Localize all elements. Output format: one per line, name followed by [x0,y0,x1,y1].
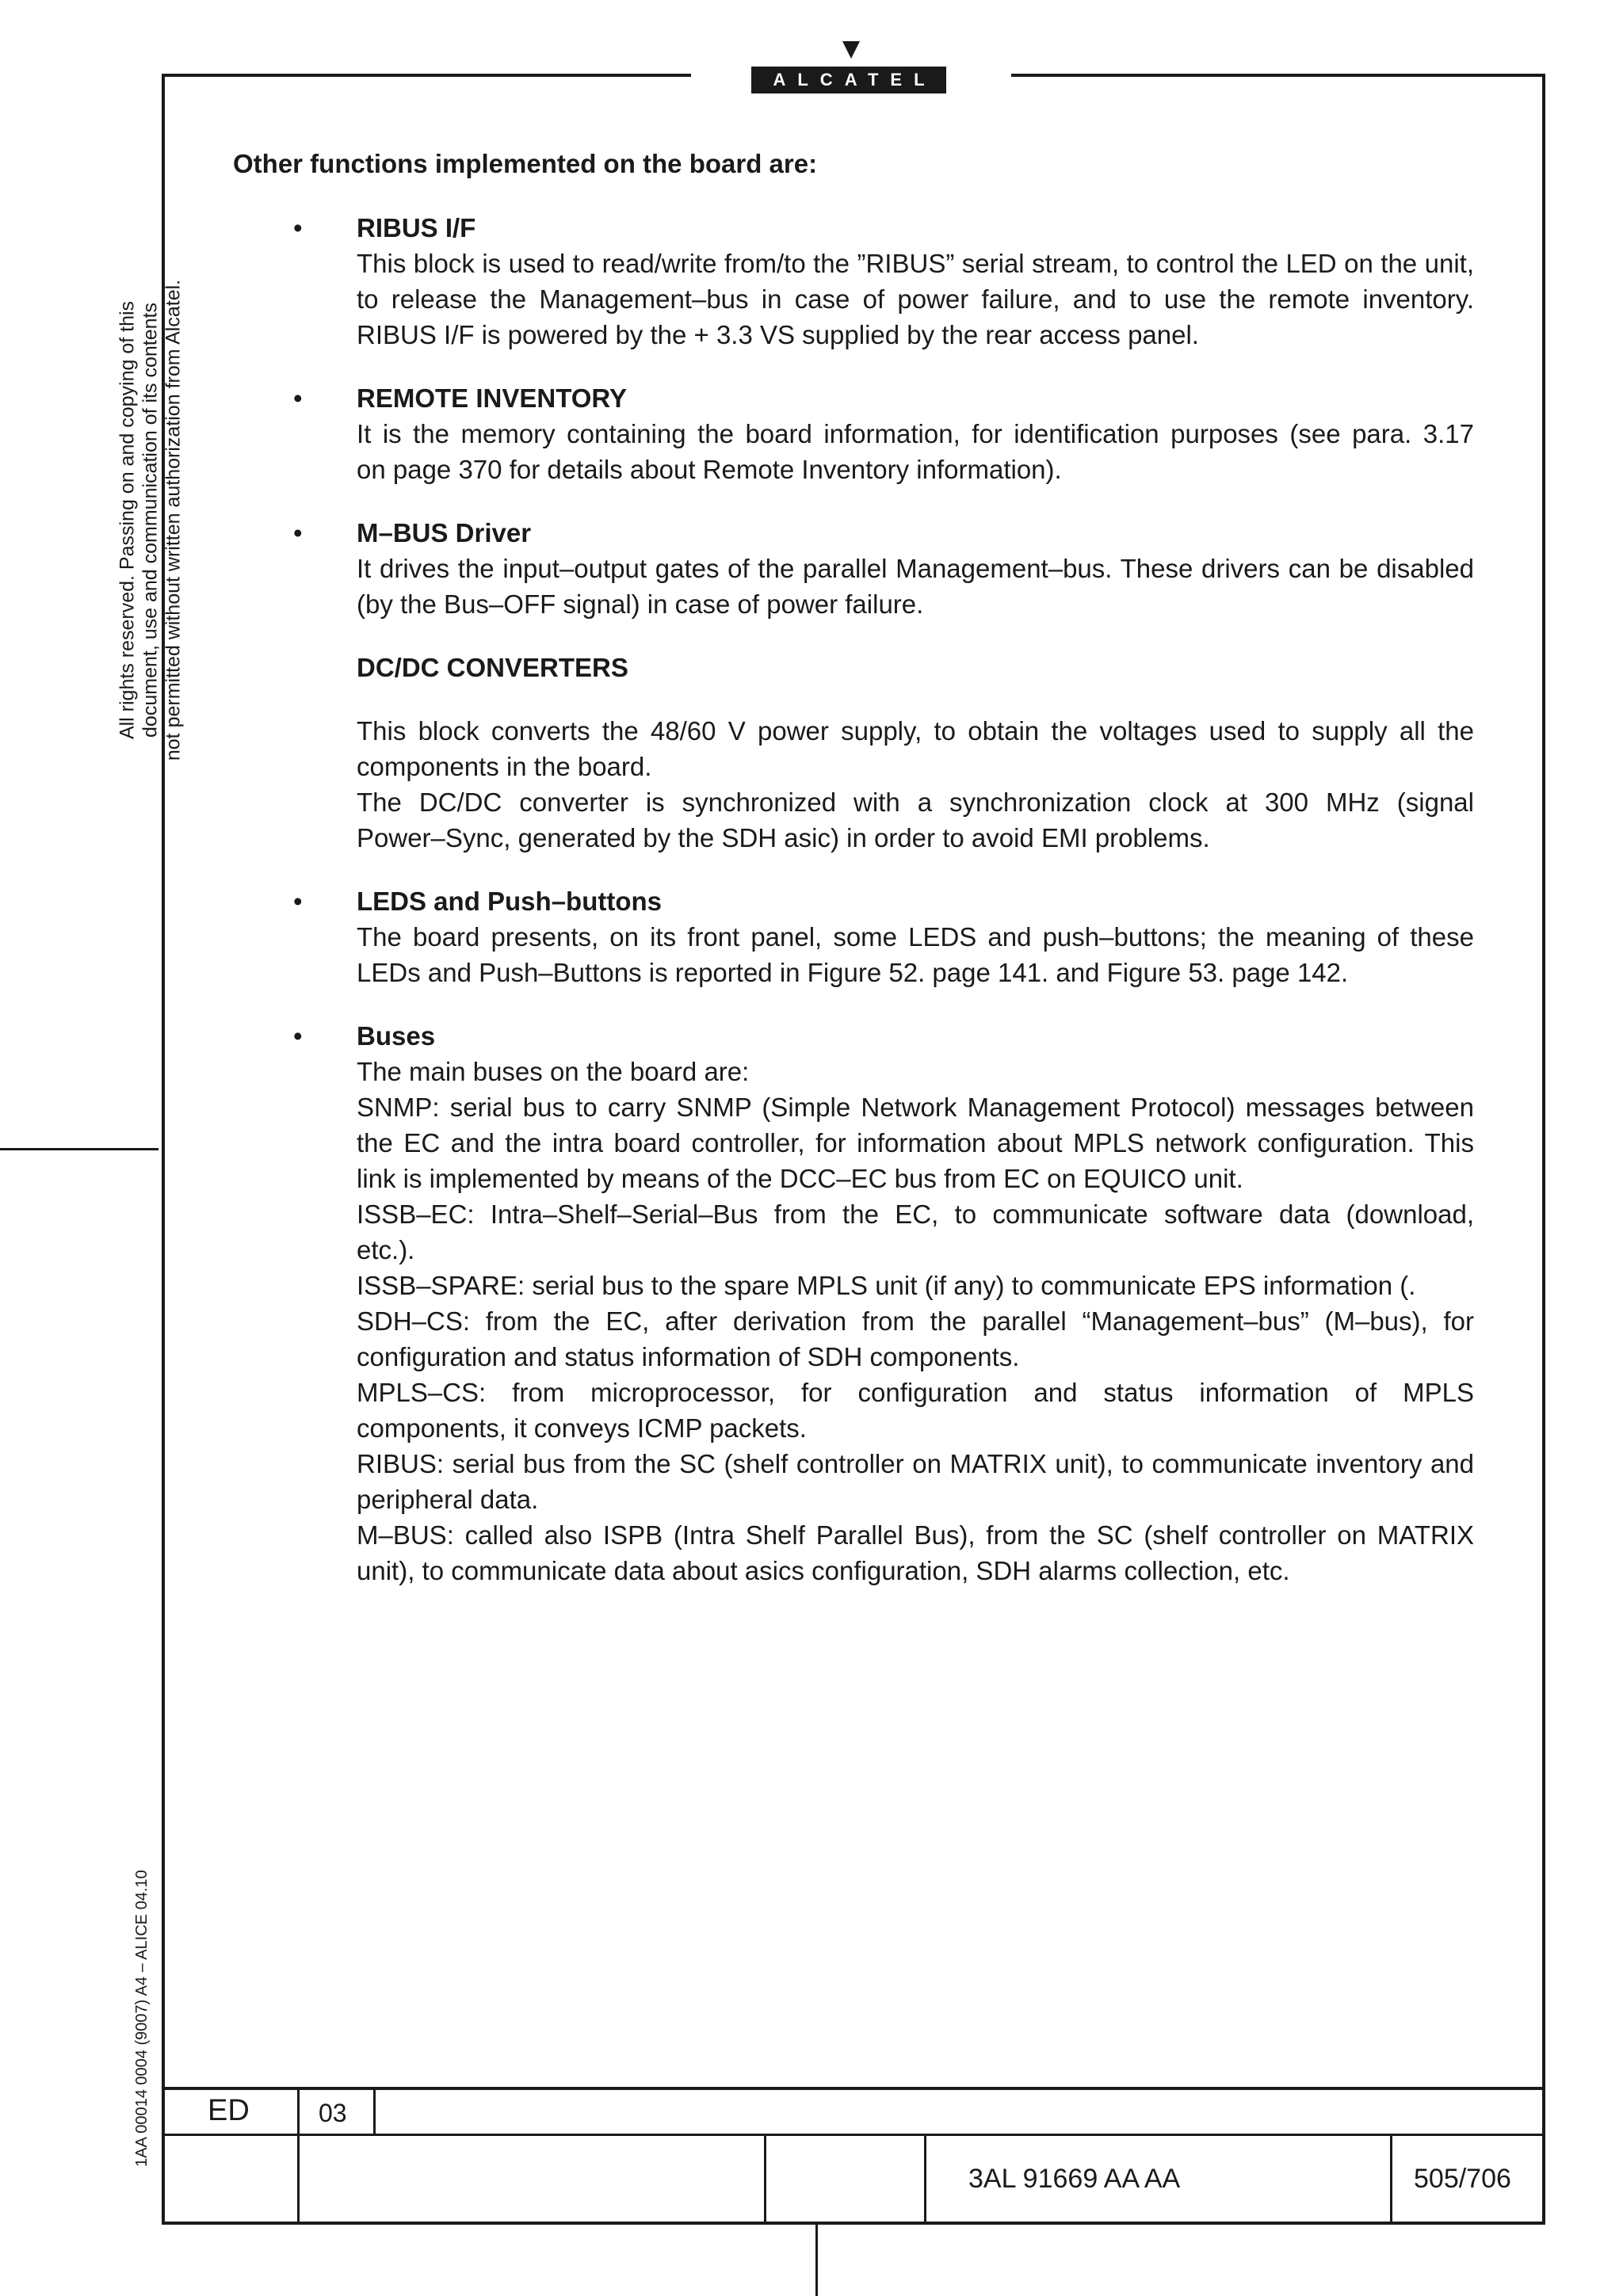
logo-triangle-icon [842,41,860,59]
bullet-icon: • [293,518,303,547]
section-mbus-driver [233,515,1474,622]
section-line: unit), to communicate data about asics configuration, SDH alarms collection, etc. [357,1556,1290,1585]
section-title: Buses [357,1021,436,1051]
section-line: components, it conveys ICMP packets. [357,1413,807,1443]
section-line: This block is used to read/write from/to the ”RIBUS” serial stream, to control the LED on the unit, [357,249,1474,278]
section-line: etc.). [357,1235,415,1264]
ed-label: ED [208,2094,250,2127]
section-line: (by the Bus–OFF signal) in case of power failure. [357,589,924,619]
section-title: REMOTE INVENTORY [357,383,628,413]
section-line: link is implemented by means of the DCC–EC bus from EC on EQUICO unit. [357,1164,1243,1193]
section-line: on page 370 for details about Remote Inventory information). [357,455,1062,484]
copyright-side-note [116,247,185,794]
frame-right [1542,74,1545,2225]
page-number: 505/706 [1414,2164,1511,2194]
section-title: M–BUS Driver [357,518,532,547]
section-buses [233,1018,1474,1589]
document-number: 3AL 91669 AA AA [968,2164,1181,2194]
margin-mark [0,1148,158,1150]
section-line: The board presents, on its front panel, some LEDS and push–buttons; the meaning of these [357,922,1474,952]
section-dcdc-converters [233,650,1474,856]
ed-value: 03 [319,2099,347,2127]
side-note-line-3: not permitted without written authorization from Alcatel. [162,279,185,761]
section-line: LEDs and Push–Buttons is reported in Figure 52. page 141. and Figure 53. page 142. [357,958,1349,987]
side-note-line-1: All rights reserved. Passing on and copying of this [116,300,139,740]
section-line: This block converts the 48/60 V power supply, to obtain the voltages used to supply all the [357,716,1474,746]
bullet-icon: • [293,383,303,413]
footer-stub [815,2223,818,2296]
bullet-icon: • [293,1021,303,1051]
section-line: RIBUS: serial bus from the SC (shelf controller on MATRIX unit), to communicate inventory and [357,1449,1474,1478]
section-line: components in the board. [357,752,652,781]
section-line: MPLS–CS: from microprocessor, for configuration and status information of MPLS [357,1378,1474,1407]
section-line: SNMP: serial bus to carry SNMP (Simple Network Management Protocol) messages between [357,1093,1474,1122]
frame-bottom [162,2222,1545,2225]
section-remote-inventory [233,380,1474,487]
bullet-icon: • [293,213,303,242]
form-code: 1AA 00014 0004 (9007) A4 – ALICE 04.10 [133,1870,151,2167]
section-line: ISSB–EC: Intra–Shelf–Serial–Bus from the EC, to communicate software data (download, [357,1199,1474,1229]
footer-mid-line [162,2134,1545,2136]
section-line: It drives the input–output gates of the parallel Management–bus. These drivers can be disabled [357,554,1474,583]
main-content [233,146,1474,1616]
page-heading: Other functions implemented on the board are: [233,149,818,178]
section-line: Power–Sync, generated by the SDH asic) in order to avoid EMI problems. [357,823,1210,852]
section-line: ISSB–SPARE: serial bus to the spare MPLS unit (if any) to communicate EPS information (. [357,1271,1416,1300]
section-line: the EC and the intra board controller, for information about MPLS network configuration. This [357,1128,1474,1158]
section-title: DC/DC CONVERTERS [357,653,628,682]
section-ribus-if [233,210,1474,353]
section-line: SDH–CS: from the EC, after derivation from the parallel “Management–bus” (M–bus), for [357,1306,1474,1336]
section-line: RIBUS I/F is powered by the + 3.3 VS supplied by the rear access panel. [357,320,1199,349]
alcatel-logo: ALCATEL [751,67,946,93]
bullet-icon: • [293,887,303,916]
frame-top-left [162,74,691,77]
footer-top-line [162,2087,1545,2090]
frame-top-right [1011,74,1545,77]
section-title: RIBUS I/F [357,213,476,242]
section-line: The DC/DC converter is synchronized with a synchronization clock at 300 MHz (signal [357,788,1474,817]
section-line: to release the Management–bus in case of power failure, and to use the remote inventory. [357,284,1474,314]
footer-col-2 [764,2134,766,2223]
section-line: It is the memory containing the board information, for identification purposes (see para. 3.17 [357,419,1474,448]
footer-col-1 [297,2087,300,2223]
section-leds-pushbuttons [233,883,1474,990]
footer-col-ed [373,2087,376,2134]
footer-col-4 [1390,2134,1392,2223]
side-note-line-2: document, use and communication of its contents [139,303,162,738]
section-line: configuration and status information of SDH components. [357,1342,1020,1371]
section-title: LEDS and Push–buttons [357,887,663,916]
section-line: M–BUS: called also ISPB (Intra Shelf Parallel Bus), from the SC (shelf controller on MATRIX [357,1520,1474,1550]
section-line: The main buses on the board are: [357,1057,750,1086]
section-line: peripheral data. [357,1485,539,1514]
footer-col-3 [924,2134,926,2223]
